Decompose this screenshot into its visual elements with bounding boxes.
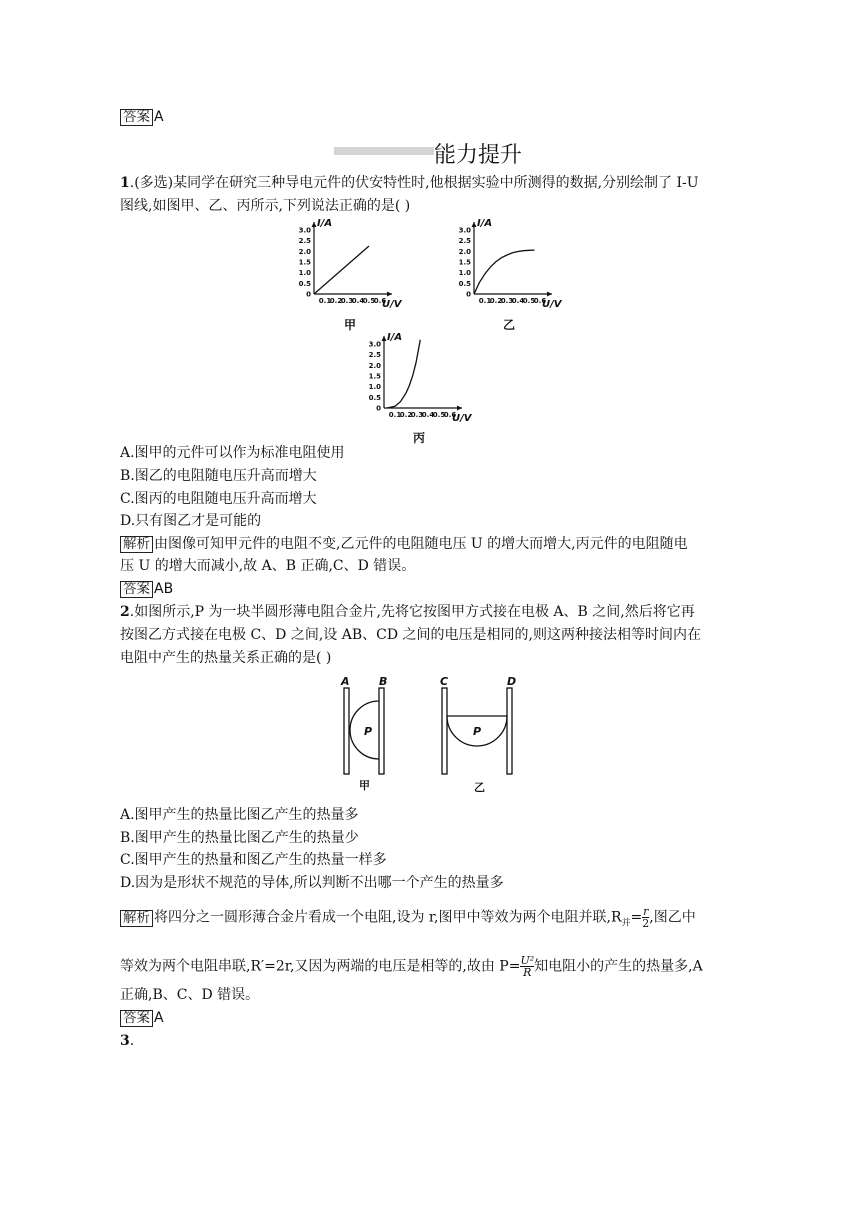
y-tick-label: 1.5 [298, 258, 311, 267]
label-p-jia: P [364, 725, 373, 738]
section-decor-bar [334, 147, 434, 155]
q2-fraction-u2-over-r [520, 955, 534, 978]
top-answer-line [120, 108, 164, 126]
y-tick-label: 0.5 [298, 279, 311, 288]
y-axis-label: I/A [387, 332, 403, 343]
q1-option-a: A.图甲的元件可以作为标准电阻使用 [120, 445, 345, 461]
y-tick-label: 2.5 [298, 237, 311, 246]
x-axis-label: U/V [452, 413, 472, 422]
answer-tag: 答案 [120, 581, 153, 598]
q1-option-b: B.图乙的电阻随电压升高而增大 [120, 468, 317, 484]
q1-number: 1 [120, 175, 130, 191]
chart-caption-yi: 乙 [503, 318, 516, 332]
x-axis-arrow [387, 292, 392, 297]
q3-line [120, 1032, 134, 1050]
y-tick-label: 1.5 [458, 258, 471, 267]
q2-option-d: D.因为是形状不规范的导体,所以判断不出哪一个产生的热量多 [120, 875, 504, 891]
y-tick-label: 0 [376, 404, 381, 413]
q2-line1-text: .如图所示,P 为一块半圆形薄电阻合金片,先将它按图甲方式接在电极 A、B 之间,然后将它再 [129, 604, 695, 620]
label-d: D [507, 675, 517, 688]
x-axis-arrow [457, 406, 462, 411]
electrode-d [507, 688, 512, 774]
label-b: B [379, 675, 388, 688]
q1-analysis-line1 [120, 535, 688, 553]
caption-jia: 甲 [359, 779, 370, 792]
q2-answer-line [120, 1009, 164, 1027]
chart-caption-jia: 甲 [344, 318, 357, 332]
electrode-c [442, 688, 447, 774]
caption-yi: 乙 [474, 781, 485, 794]
y-tick-label: 0.5 [368, 393, 381, 402]
label-a: A [341, 675, 350, 688]
x-axis-label: U/V [542, 299, 562, 308]
y-tick-label: 2.5 [458, 237, 471, 246]
x-tick-label: 0.5 [432, 411, 446, 419]
chart-bing [360, 330, 475, 422]
x-tick-label: 0.6 [533, 297, 547, 305]
y-tick-label: 1.0 [368, 383, 381, 392]
analysis-tag: 解析 [120, 536, 153, 553]
x-tick-label: 0.5 [522, 297, 536, 305]
y-tick-label: 0 [466, 290, 471, 299]
chart-jia [290, 216, 405, 308]
answer-tag: 答案 [120, 1010, 153, 1027]
q1-answer-value: AB [154, 581, 174, 597]
iu-curve [314, 246, 369, 294]
electrode-a [344, 688, 349, 774]
q2-stem-line2: 按图乙方式接在电极 C、D 之间,设 AB、CD 之间的电压是相同的,则这两种接法相等时间内在 [120, 627, 701, 643]
x-tick-label: 0.3 [340, 297, 354, 305]
y-axis-label: I/A [317, 218, 333, 229]
chart-yi [450, 216, 565, 308]
y-tick-label: 3.0 [458, 226, 471, 235]
x-tick-label: 0.6 [373, 297, 387, 305]
y-tick-label: 2.0 [458, 247, 471, 256]
q2-analysis-text2b: 知电阻小的产生的热量多,A [534, 958, 703, 975]
x-tick-label: 0.4 [511, 297, 525, 305]
y-axis-arrow [472, 222, 477, 227]
q1-option-d: D.只有图乙才是可能的 [120, 513, 262, 529]
q1-option-c: C.图丙的电阻随电压升高而增大 [120, 491, 317, 507]
x-tick-label: 0.2 [329, 297, 343, 305]
y-axis-arrow [382, 336, 387, 341]
frac2-den: R [523, 966, 532, 979]
analysis-tag: 解析 [120, 910, 153, 927]
section-title: 能力提升 [434, 143, 523, 168]
q1-line1-text: .(多选)某同学在研究三种导电元件的伏安特性时,他根据实验中所测得的数据,分别绘制了 I-U [129, 175, 699, 191]
q2-option-c: C.图甲产生的热量和图乙产生的热量一样多 [120, 852, 387, 868]
x-tick-label: 0.1 [318, 297, 332, 305]
iu-curve [387, 340, 420, 408]
q2-analysis-line1: 解析 将四分之一圆形薄合金片看成一个电阻,设为 r,图甲中等效为两个电阻并联$,R_并=$ $\frac{r}{2}$ ,图乙中 [120, 906, 696, 932]
q2-option-a: A.图甲产生的热量比图乙产生的热量多 [120, 807, 359, 823]
x-axis-arrow [547, 292, 552, 297]
x-tick-label: 0.3 [410, 411, 424, 419]
q1-analysis-line2: 压 U 的增大而减小,故 A、B 正确,C、D 错误。 [120, 558, 416, 574]
q2-analysis-text1b: ,图乙中 [649, 909, 696, 926]
y-axis-label: I/A [477, 218, 493, 229]
q2-number: 2 [120, 604, 130, 620]
y-tick-label: 0.5 [458, 279, 471, 288]
x-tick-label: 0.1 [388, 411, 402, 419]
x-tick-label: 0.2 [489, 297, 503, 305]
x-tick-label: 0.6 [443, 411, 457, 419]
x-tick-label: 0.5 [362, 297, 376, 305]
q3-text: . [129, 1033, 135, 1049]
y-axis-arrow [312, 222, 317, 227]
iu-curve [474, 250, 535, 294]
y-tick-label: 2.0 [298, 247, 311, 256]
y-tick-label: 3.0 [368, 340, 381, 349]
y-tick-label: 1.0 [458, 269, 471, 278]
x-tick-label: 0.2 [399, 411, 413, 419]
answer-tag: 答案 [120, 109, 153, 126]
frac1-num: r [643, 905, 649, 918]
electrode-b [379, 688, 384, 774]
q2-stem-line1 [120, 603, 695, 621]
label-p-yi: P [473, 725, 482, 738]
x-tick-label: 0.1 [478, 297, 492, 305]
q2-analysis-text1a: 将四分之一圆形薄合金片看成一个电阻,设为 r,图甲中等效为两个电阻并联,R [154, 909, 622, 926]
x-tick-label: 0.4 [351, 297, 365, 305]
y-tick-label: 3.0 [298, 226, 311, 235]
answer-value: A [154, 109, 164, 125]
q2-analysis-text2a: 等效为两个电阻串联,R′=2r,又因为两端的电压是相等的,故由 P= [120, 958, 521, 975]
x-tick-label: 0.3 [500, 297, 514, 305]
x-tick-label: 0.4 [421, 411, 435, 419]
y-tick-label: 2.5 [368, 351, 381, 360]
q3-number: 3 [120, 1033, 130, 1049]
y-tick-label: 2.0 [368, 361, 381, 370]
x-axis-label: U/V [382, 299, 402, 308]
q2-option-b: B.图甲产生的热量比图乙产生的热量少 [120, 830, 359, 846]
q2-figure [330, 672, 530, 797]
y-tick-label: 1.0 [298, 269, 311, 278]
q1-answer-line [120, 580, 173, 598]
q1-stem-line1 [120, 174, 699, 192]
frac2-num: U² [520, 954, 535, 967]
q1-analysis-text1: 由图像可知甲元件的电阻不变,乙元件的电阻随电压 U 的增大而增大,丙元件的电阻随电 [154, 536, 688, 552]
q2-stem-line3: 电阻中产生的热量关系正确的是( ) [120, 650, 332, 666]
y-tick-label: 0 [306, 290, 311, 299]
label-c: C [440, 675, 449, 688]
q2-analysis-line2 [120, 955, 703, 978]
frac1-den: 2 [642, 917, 650, 930]
q2-answer-value: A [154, 1010, 164, 1026]
y-tick-label: 1.5 [368, 372, 381, 381]
q1-stem-line2: 图线,如图甲、乙、丙所示,下列说法正确的是( ) [120, 198, 411, 214]
q2-sub-bing: 并 [621, 918, 631, 929]
chart-caption-bing: 丙 [413, 431, 426, 445]
q2-analysis-line3: 正确,B、C、D 错误。 [120, 987, 260, 1003]
